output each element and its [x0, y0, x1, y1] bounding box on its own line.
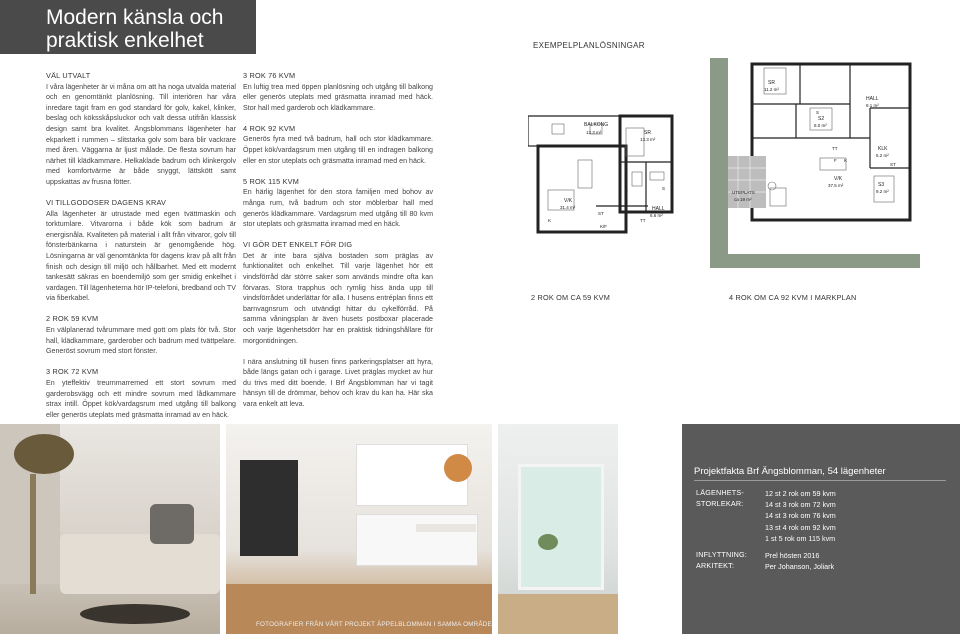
plan-label-2rok: 2 ROK OM CA 59 KVM: [531, 293, 611, 302]
coffee-table: [80, 604, 190, 624]
paragraph-4rok: Generös fyra med två badrum, hall och stor klädkammare. Öppet kök/vardagsrum men utgång till en indragen balkong eller en stor uteplats och gräsmatta inramad med en häck.: [243, 135, 433, 165]
facts-size-item: 14 st 3 rok om 72 kvm: [765, 500, 836, 510]
plan-label-4rok: 4 ROK OM CA 92 KVM I MARKPLAN: [729, 293, 857, 302]
heading-dagens-krav: VI TILLGODOSER DAGENS KRAV: [46, 198, 167, 208]
plan2-uteplats-label: UTEPLATS: [732, 190, 755, 195]
facts-title: Projektfakta Brf Ängsblomman, 54 lägenheter: [694, 466, 886, 477]
paragraph-2rok: En välplanerad tvårummare med gott om plats för två. Stor hall, klädkammare, garderober och badrum med tvättpelare. Generöst sovrum med stort fönster.: [46, 326, 236, 356]
plan2-tt-label: TT: [832, 146, 838, 151]
paragraph-enkelt: Det är inte bara själva bostaden som präglas av funktionalitet och enkelhet. Till varje lägenhet hör ett vindsförråd där större saker som används mindre ofta kan förvaras. Stora trapphus och rymlig hiss ända upp till vindsförrådet underlättar för alla. I husens entréplan finns ett barnvagnsrum och utvändigt hittar du cykelförråd. På samma våningsplan är även husets postboxar placerade och varje lägenhetsdörr har en praktisk tidningshållare för morgontidningen.: [243, 251, 433, 345]
dried-flowers: [14, 434, 74, 474]
plan2-hall-area: 9.1 m²: [866, 103, 879, 108]
facts-move-value: Prel hösten 2016: [765, 551, 820, 560]
photo-window: [498, 424, 618, 634]
plan1-tt-label: TT: [640, 218, 646, 223]
paragraph-parkering: I nära anslutning till husen finns parkeringsplatser att hyra, både längs gatan och i garage. Livet präglas mycket av hur du trivs med ditt boende. I Brf Ängsblomman har vi tagit hänsyn till de drömmar, behov och krav du kan ha. Här ska vara enkelt att leva.: [243, 357, 433, 409]
hedge-left: [710, 58, 728, 268]
facts-label-sizes: LÄGENHETS- STORLEKAR:: [696, 488, 744, 508]
page-title: Modern känsla och praktisk enkelhet: [46, 6, 224, 52]
heading-enkelt: VI GÖR DET ENKELT FÖR DIG: [243, 240, 353, 250]
plan2-sr3-area: 9.2 m²: [876, 189, 889, 194]
plan1-kf-label: K/F: [600, 224, 608, 229]
plan1-hall-label: HALL: [652, 206, 665, 212]
section-eyebrow: EXEMPELPLANLÖSNINGAR: [533, 41, 645, 50]
plan2-sr1-area: 11.2 m²: [764, 87, 779, 92]
facts-size-item: 14 st 3 rok om 76 kvm: [765, 511, 836, 521]
kitchen-counter: [356, 514, 478, 566]
cushion: [150, 504, 194, 544]
hedge-bottom: [728, 254, 920, 268]
heading-4rok: 4 ROK 92 KVM: [243, 123, 296, 133]
paragraph-val-utvalt: I våra lägenheter är vi måna om att ha noga utvalda material och en genomtänkt planlösning. Till interiören har våra inredare tagit fram en god standard för golv, kakel, klinker, beslag och köksskåpsluckor och valt dessa utifrån klassisk design samt bra kvalitet. Ängsblommans lägenheter har ekparkett i rummen – slitstarka golv som bara blir vackrare med åren. Väggarna är ljust målade. De flesta sovrum har närhet till klädkammare. Helkaklade badrum och klinkergolv med komfortvärme är både snyggt, lättskött samt uppskattas av frusna fötter.: [46, 82, 236, 186]
flower-stems: [30, 474, 36, 594]
plan2-sr2-label: S2: [818, 116, 825, 122]
plan2-uteplats-area: ca 19 m²: [734, 197, 752, 202]
pendant-lamp: [444, 454, 472, 482]
plan1-balkong-label: BALKONG: [584, 122, 609, 128]
paragraph-dagens-krav: Alla lägenheter är utrustade med egen tvättmaskin och torktumlare. Vitvarorna i både kök som badrum är energisnåla. Kvaliteten på material i allt från vitvaror, golv till fönsterbänkarna i naturstein är genomgående hög. Lösningarna är väl genomtänkta för dagens krav på allt från finish och design till miljö och hållbarhet. Med ett modernt tankesätt säkras en boendemiljö som ger smidig enkelhet i vardagen. Till lägenheterna hör IP-telefoni, bredband och TV via fiberkabel.: [46, 209, 236, 303]
plan1-sov-label: SR: [644, 130, 651, 136]
plan2-klk-label: KLK: [878, 146, 888, 152]
plan2-hall-label: HALL: [866, 96, 879, 102]
plan1-vk-label: V/K: [564, 198, 573, 204]
plan2-sr2-area: 8.0 m²: [814, 123, 827, 128]
plan1-st-label: ST: [598, 211, 604, 216]
dining-table: [416, 524, 476, 532]
window-floor: [498, 594, 618, 634]
plan2-vk-label: V/K: [834, 176, 843, 182]
heading-3rok-76: 3 ROK 76 KVM: [243, 71, 296, 80]
sofa: [60, 534, 220, 594]
plan2-sr1-label: SR: [768, 80, 775, 86]
window: [518, 464, 604, 590]
plan2-k-label: K: [844, 158, 848, 163]
facts-size-item: 13 st 4 rok om 92 kvm: [765, 522, 836, 532]
heading-3rok-72: 3 ROK 72 KVM: [46, 367, 99, 377]
facts-size-item: 1 st 5 rok om 115 kvm: [765, 533, 836, 543]
heading-2rok: 2 ROK 59 KVM: [46, 314, 99, 324]
photo-caption: FOTOGRAFIER FRÅN VÅRT PROJEKT ÄPPELBLOMMAN I SAMMA OMRÅDE: [256, 621, 492, 628]
facts-sizes-list: [765, 488, 836, 544]
photo-livingroom-sofa: [0, 424, 220, 634]
plan1-balkong-area: 13.3 m²: [586, 130, 602, 135]
floorplan-4rok: [710, 58, 920, 273]
text-column-2: [243, 71, 433, 420]
facts-divider: [694, 480, 946, 481]
plan1-sov-area: 13.3 m²: [640, 137, 656, 142]
plan2-sr3-label: S3: [878, 182, 885, 188]
facts-size-item: 12 st 2 rok om 59 kvm: [765, 489, 836, 498]
paragraph-5rok: En härlig lägenhet för den stora familjen med bohov av många rum, två badrum och stor möblerbar hall med generös klädkammare. Vardagsrum med utgång till 80 kvm stor uteplats och gräsmatta inramad med en häck.: [243, 188, 433, 229]
plan2-f-label: F: [834, 158, 837, 163]
facts-arch-value: Per Johanson, Joliark: [765, 562, 835, 571]
paragraph-3rok-76: En luftig trea med öppen planlösning och utgång till balkong eller generös uteplats med gräsmatta inramad med häck. Stor hall med garderob och klädkammare.: [243, 82, 433, 112]
heading-5rok: 5 ROK 115 KVM: [243, 176, 299, 186]
photo-kitchen: [226, 424, 492, 634]
heading-val-utvalt: VÄL UTVALT: [46, 71, 91, 80]
plan2-vk-area: 37.5 m²: [828, 183, 844, 188]
plan2-st-label: ST: [890, 162, 896, 167]
facts-label-move: INFLYTTNING:: [696, 550, 747, 559]
plan2-s-label: S: [816, 110, 820, 115]
text-column-1: [46, 71, 236, 431]
plant: [538, 534, 558, 550]
plan1-hall-area: 6.6 m²: [650, 213, 663, 218]
facts-label-arch: ARKITEKT:: [696, 561, 735, 570]
plan1-k-label: K: [548, 218, 552, 223]
plan2-klk-area: 5.2 m²: [876, 153, 889, 158]
plan1-vk-area: 31.4 m²: [560, 205, 576, 210]
artwork: [240, 460, 298, 556]
plan1-s-label: S: [662, 186, 666, 191]
paragraph-3rok-72: En yteffektiv treurnmarremed ett stort sovrum med garderobsvägg och ett mindre sovrum med lådkammare strax intill. Öppet kök/vardagsrum med utgång till balkong eller generös uteplats med gräsmatta inramad av en häck.: [46, 378, 236, 419]
floorplan-2rok: [528, 110, 676, 240]
